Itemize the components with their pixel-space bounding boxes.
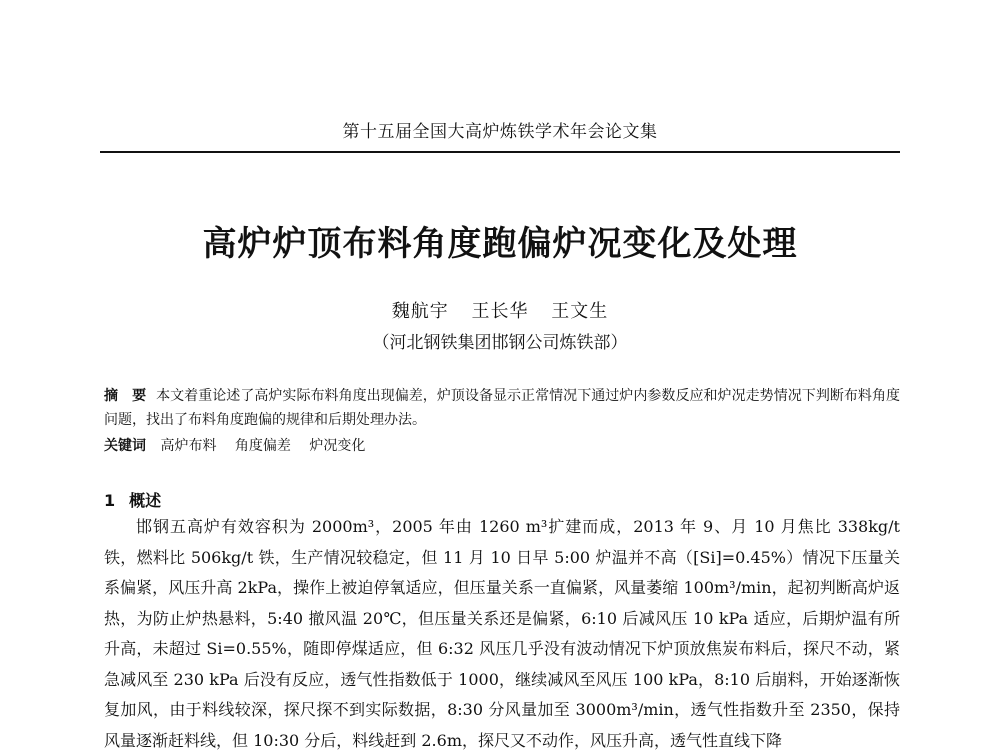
abstract-label: 摘 要 xyxy=(104,388,147,404)
author-list xyxy=(100,297,900,323)
author-3: 王文生 xyxy=(551,301,609,322)
author-2: 王长华 xyxy=(471,301,529,322)
keywords-label: 关键词 xyxy=(104,438,146,454)
abstract xyxy=(104,384,900,432)
section-heading xyxy=(104,488,900,511)
section-number: 1 xyxy=(104,491,116,510)
keyword-3: 炉况变化 xyxy=(309,438,366,454)
paper-title: 高炉炉顶布料角度跑偏炉况变化及处理 xyxy=(202,224,798,264)
author-1: 魏航宇 xyxy=(391,301,449,322)
body-paragraph: 邯钢五高炉有效容积为 2000m³，2005 年由 1260 m³扩建而成，2013 年 9、月 10 月焦比 338kg/t 铁，燃料比 506kg/t 铁，生产情况较稳定，但 11 月 10 日早 5:00 炉温并不高（[Si]=0.45%）情况下压量关系偏紧，风压升高 2kPa，操作上被迫停氧适应，但压量关系一直偏紧，风量萎缩 100m³/min，起初判断高炉返热，为防止炉热悬料，5:40 撤风温 20℃，但压量关系还是偏紧，6:10 后减风压 10 kPa 适应，后期炉温有所升高，未超过 Si=0.55%，随即停煤适应，但 6:32 风压几乎没有波动情况下炉顶放焦炭布料后，探尺不动，紧急减风至 230 kPa 后没有反应，透气性指数低于 1000，继续减风至风压 100 kPa，8:10 后崩料，开始逐渐恢复加风，由于料线较深，探尺探不到实际数据，8:30 分风量加至 3000m³/min，透气性指数升至 2350，保持风量逐渐赶料线，但 10:30 分后，料线赶到 2.6m，探尺又不动作，风压升高，透气性直线下降 xyxy=(104,517,900,750)
abstract-text: 本文着重论述了高炉实际布料角度出现偏差，炉顶设备显示正常情况下通过炉内参数反应和炉况走势情况下判断布料角度问题，找出了布料角度跑偏的规律和后期处理办法。 xyxy=(104,388,900,428)
keywords xyxy=(104,434,900,458)
running-header: 第十五届全国大高炉炼铁学术年会论文集 xyxy=(342,122,658,142)
body-text xyxy=(104,512,900,756)
keyword-1: 高炉布料 xyxy=(160,438,217,454)
affiliation: （河北钢铁集团邯钢公司炼铁部） xyxy=(372,333,628,353)
header-rule xyxy=(100,151,900,153)
keyword-2: 角度偏差 xyxy=(234,438,291,454)
section-title: 概述 xyxy=(129,491,162,510)
